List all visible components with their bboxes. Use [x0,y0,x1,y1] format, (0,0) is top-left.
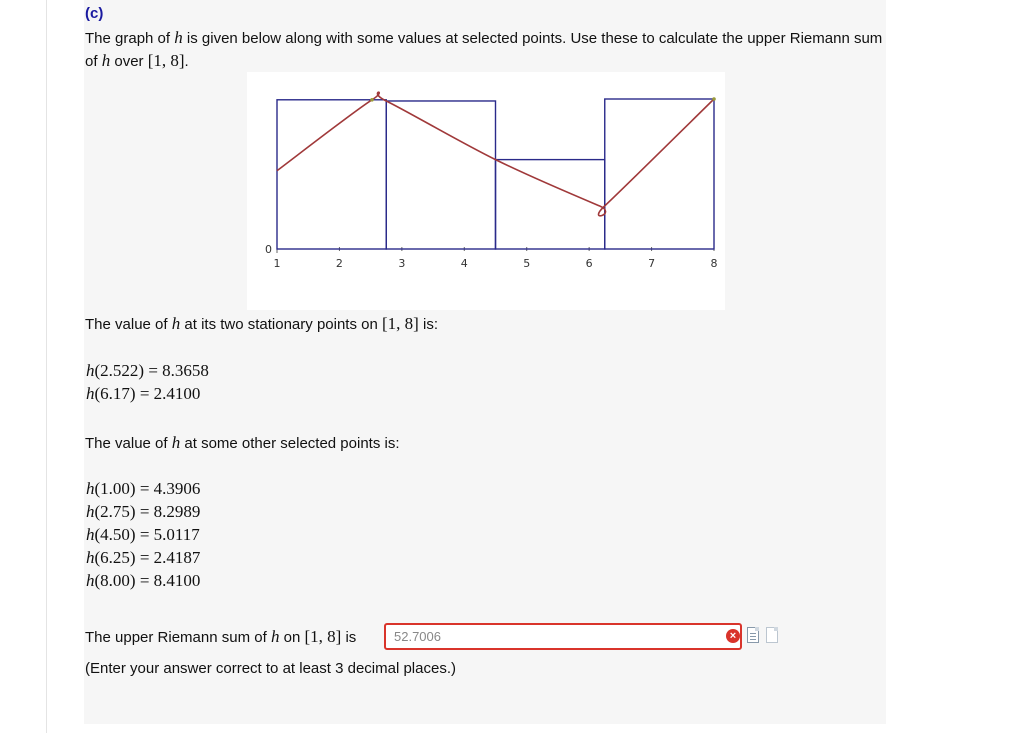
x-tick-label: 5 [523,257,531,270]
x-tick-label: 2 [335,257,343,270]
graph-panel [247,72,725,310]
selected-value-4: h(6.25) = 2.4187 [86,548,201,567]
stationary-value-2: h(6.17) = 2.4100 [86,384,201,403]
stationary-intro: The value of h at its two stationary points on [1, 8] is: [85,314,438,333]
selected-values [86,477,200,592]
riemann-rectangle [277,100,386,249]
selected-value-5: h(8.00) = 8.4100 [86,571,201,590]
document-icon[interactable] [766,627,778,643]
part-label: (c) [85,5,104,22]
selected-value-3: h(4.50) = 5.0117 [86,525,200,544]
point-marker [712,97,716,101]
x-tick-label: 6 [585,257,593,270]
x-tick-label: 7 [648,257,656,270]
left-divider [46,0,47,733]
stationary-values [86,359,209,405]
x-tick-label: 4 [460,257,468,270]
selected-value-2: h(2.75) = 8.2989 [86,502,201,521]
y-tick-label: 0 [265,243,272,256]
x-tick-label: 1 [273,257,281,270]
x-tick-label: 3 [398,257,406,270]
stationary-value-1: h(2.522) = 8.3658 [86,361,209,380]
preview-icon[interactable] [747,627,759,643]
riemann-rectangle [496,160,605,249]
point-marker [370,98,374,102]
selected-intro: The value of h at some other selected points is: [85,433,400,452]
answer-input[interactable] [384,623,742,650]
riemann-rectangle [605,99,714,249]
riemann-rectangle [386,101,495,249]
answer-prompt: The upper Riemann sum of h on [1, 8] is [85,627,357,646]
x-circle-icon: × [726,629,740,643]
x-tick-label: 8 [710,257,718,270]
selected-value-1: h(1.00) = 4.3906 [86,479,201,498]
answer-note: (Enter your answer correct to at least 3 decimal places.) [85,660,456,677]
riemann-graph [247,72,725,310]
intro-text: The graph of h is given below along with some values at selected points. Use these to calculate the upper Riemann sum of h over [1, 8]. [85,28,883,70]
